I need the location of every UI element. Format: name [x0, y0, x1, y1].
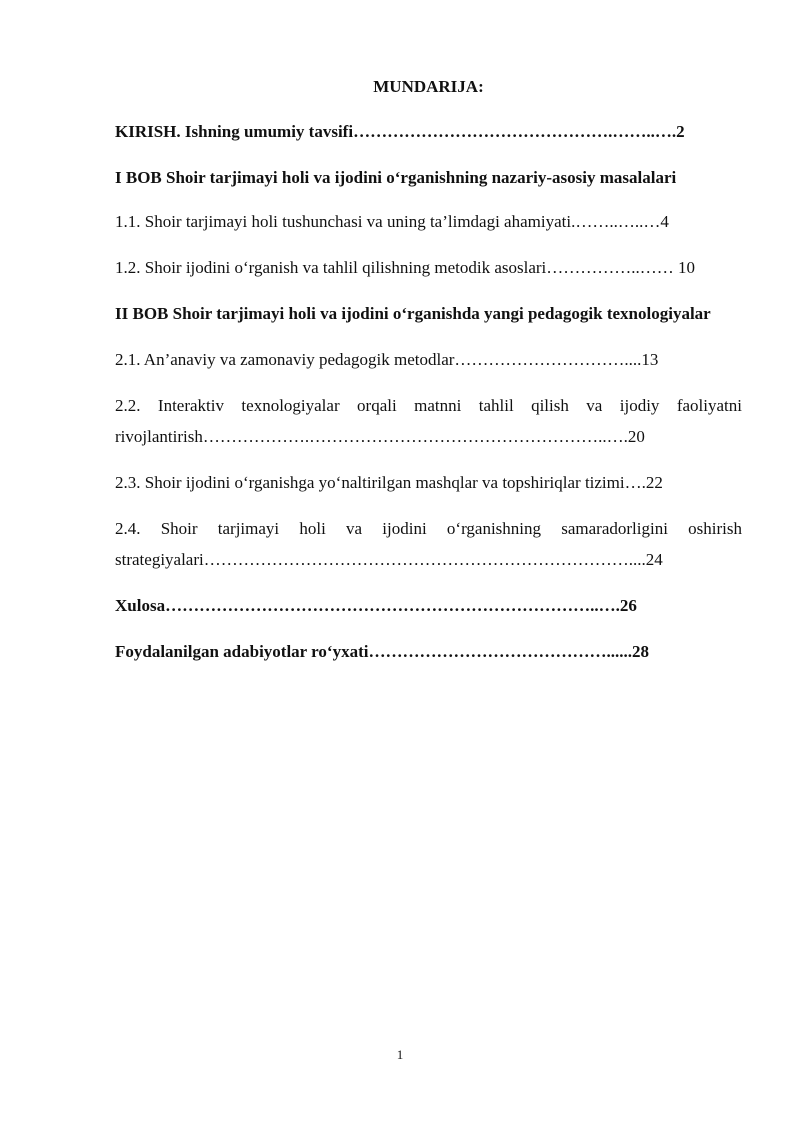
toc-entry-2-4: 2.4. Shoir tarjimayi holi va ijodini o‘rganishning samaradorligini oshirish strategiyalari…………………………………………………………………....24	[115, 519, 742, 569]
toc-entry-chapter-2: II BOB Shoir tarjimayi holi va ijodini o‘rganishda yangi pedagogik texnologiyalar	[115, 304, 711, 323]
toc-title: MUNDARIJA:	[373, 77, 484, 96]
table-of-contents	[115, 76, 742, 682]
toc-entry-2-3: 2.3. Shoir ijodini o‘rganishga yo‘naltirilgan mashqlar va topshiriqlar tizimi….22	[115, 473, 663, 492]
toc-entry-kirish: KIRISH. Ishning umumiy tavsifi……………………………………….……..….2	[115, 122, 685, 141]
page-number: 1	[396, 1047, 404, 1062]
toc-entry-xulosa: Xulosa…………………………………………………………………..….26	[115, 596, 637, 615]
toc-entry-bibliography: Foydalanilgan adabiyotlar ro‘yxati……………………………………......28	[115, 642, 649, 661]
toc-entry-2-2: 2.2. Interaktiv texnologiyalar orqali matnni tahlil qilish va ijodiy faoliyatni rivojlantirish……………….……………………………………………..….20	[115, 396, 742, 446]
toc-entry-chapter-1: I BOB Shoir tarjimayi holi va ijodini o‘rganishning nazariy-asosiy masalalari	[115, 168, 677, 187]
toc-entry-1-2: 1.2. Shoir ijodini o‘rganish va tahlil qilishning metodik asoslari……………..…… 10	[115, 258, 696, 277]
toc-entry-2-1: 2.1. An’anaviy va zamonaviy pedagogik metodlar…………………………....13	[115, 350, 659, 369]
toc-entry-1-1: 1.1. Shoir tarjimayi holi tushunchasi va uning ta’limdagi ahamiyati.……..…..…4	[115, 212, 669, 231]
